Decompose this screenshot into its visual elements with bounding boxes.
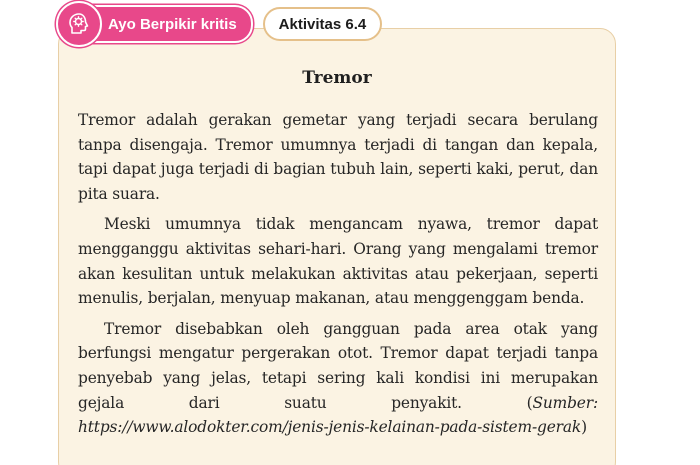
head-gear-icon [56, 1, 102, 47]
article-title: Tremor [302, 68, 372, 88]
source-open: ( [526, 393, 533, 412]
header-badges [52, 2, 382, 46]
article-body [78, 108, 598, 446]
source-close: ) [581, 418, 587, 437]
critical-thinking-badge [62, 5, 253, 43]
activity-label: Aktivitas 6.4 [263, 7, 383, 41]
source-link[interactable]: https://www.alodokter.com/jenis-jenis-kelainan-pada-sistem-gerak [78, 418, 582, 437]
source-label: Sumber: [532, 393, 599, 412]
paragraph-2: Meski umumnya tidak mengancam nyawa, tremor dapat mengganggu aktivitas sehari-hari. Orang yang mengalami tremor akan kesulitan untuk melakukan aktivitas atau pekerjaan, seperti menulis, berjalan, menyuap makanan, atau menggenggam benda. [78, 215, 598, 308]
paragraph-3-text: Tremor disebabkan oleh gangguan pada area otak yang berfungsi mengatur pergerakan otot. Tremor dapat terjadi tanpa penyebab yang jelas, tetapi sering kali kondisi ini merupakan gejala dari suatu penyakit. [78, 319, 598, 412]
paragraph-3 [78, 317, 598, 440]
paragraph-1: Tremor adalah gerakan gemetar yang terjadi secara berulang tanpa disengaja. Tremor umumnya terjadi di tangan dan kepala, tapi dapat juga terjadi di bagian tubuh lain, seperti kaki, perut, dan pita suara. [78, 111, 598, 203]
badge-label: Ayo Berpikir kritis [108, 15, 237, 33]
